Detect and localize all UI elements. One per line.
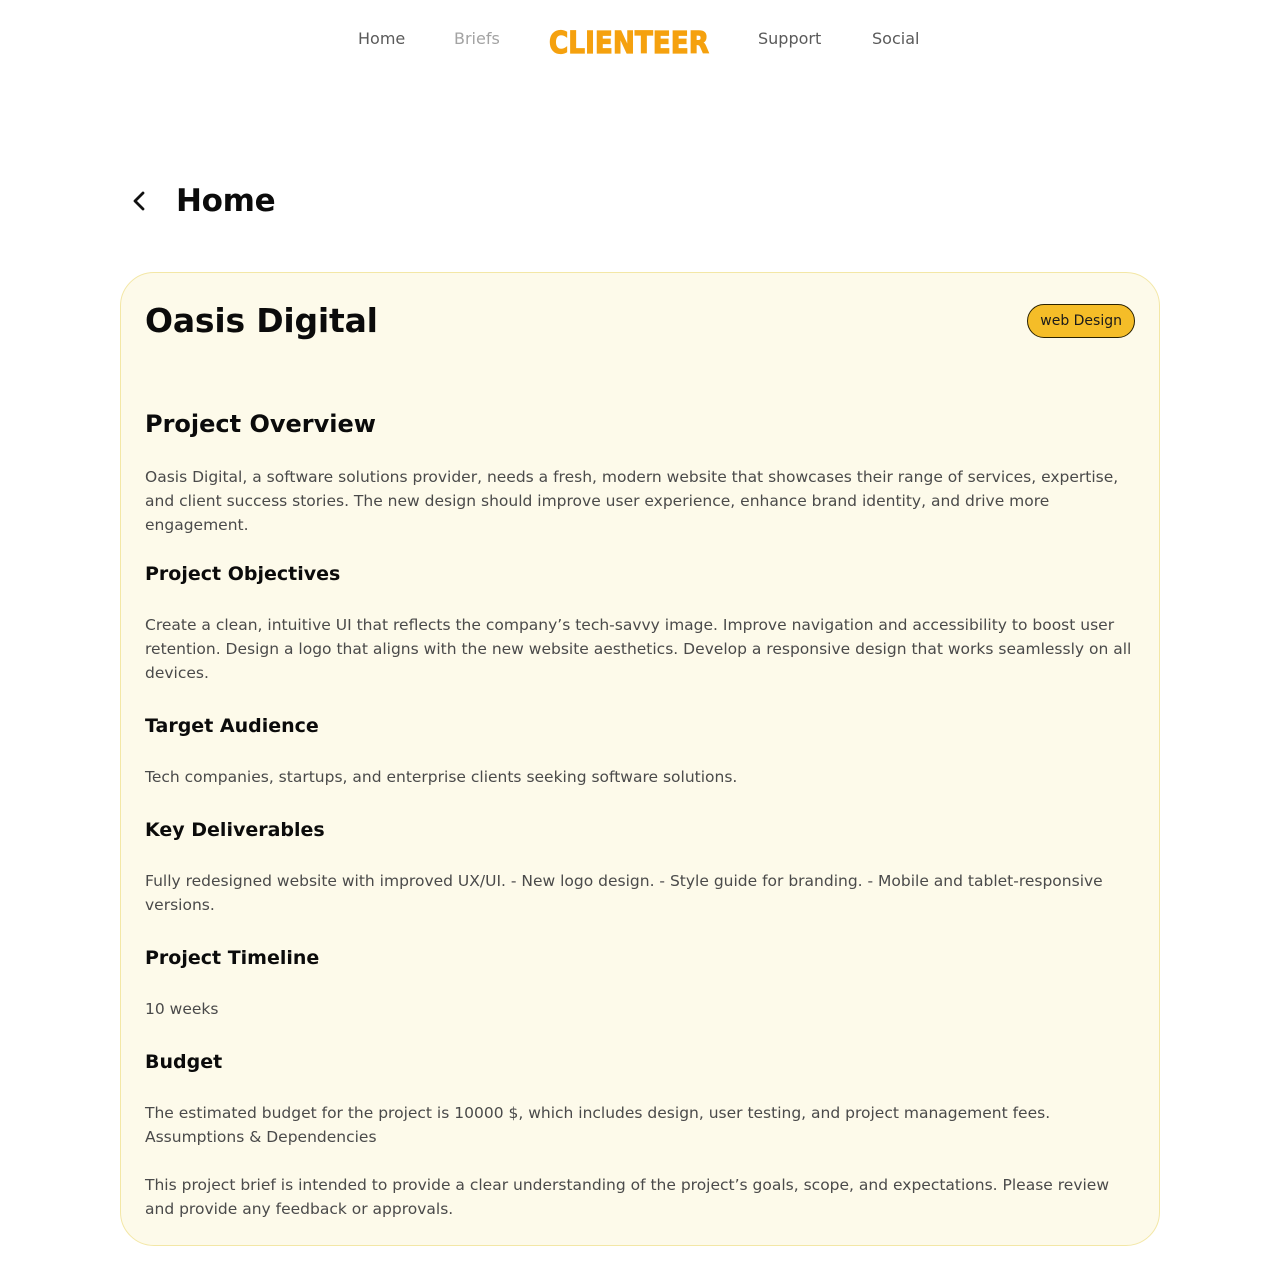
project-brief-card xyxy=(120,272,1160,1246)
section-title-budget: Budget xyxy=(145,1051,223,1073)
section-title-overview: Project Overview xyxy=(145,410,376,438)
nav-briefs-link[interactable]: Briefs xyxy=(454,29,500,48)
chevron-left-icon[interactable] xyxy=(120,181,160,221)
back-to-home[interactable] xyxy=(120,176,275,226)
nav-support-link[interactable]: Support xyxy=(758,29,822,48)
nav-home-link[interactable]: Home xyxy=(358,29,406,48)
section-text-timeline: 10 weeks xyxy=(145,1000,219,1018)
top-navigation xyxy=(0,0,1280,80)
section-title-timeline: Project Timeline xyxy=(145,947,320,969)
closing-note: This project brief is intended to provide a clear understanding of the project’s goals, scope, and expectations. Please review and provide any feedback or approvals. xyxy=(145,1176,1110,1218)
brand-logo-wordmark xyxy=(547,23,711,59)
section-text-objectives: Create a clean, intuitive UI that reflects the company’s tech-savvy image. Improve navigation and accessibility to boost user retention. Design a logo that aligns with the new website aesthetics. Develop a responsive design that works seamlessly on all devices. xyxy=(145,616,1132,682)
section-title-objectives: Project Objectives xyxy=(145,563,341,585)
section-text-budget: The estimated budget for the project is 10000 $, which includes design, user testing, and project management fees. Assumptions & Dependencies xyxy=(145,1104,1051,1146)
page-title: Home xyxy=(176,183,276,219)
brand-logo[interactable] xyxy=(547,23,711,59)
brand-logo-text: CLIENTEER xyxy=(549,26,709,61)
section-text-audience: Tech companies, startups, and enterprise clients seeking software solutions. xyxy=(145,768,738,786)
section-title-audience: Target Audience xyxy=(145,715,319,737)
client-name: Oasis Digital xyxy=(145,301,378,340)
section-text-overview: Oasis Digital, a software solutions provider, needs a fresh, modern website that showcases their range of services, expertise, and client success stories. The new design should improve user experience, enhance brand identity, and drive more engagement. xyxy=(145,468,1119,534)
category-badge[interactable]: web Design xyxy=(1027,304,1135,338)
nav-social-link[interactable]: Social xyxy=(872,29,920,48)
section-text-deliverables: Fully redesigned website with improved UX/UI. - New logo design. - Style guide for branding. - Mobile and tablet-responsive versions. xyxy=(145,872,1103,914)
section-title-deliverables: Key Deliverables xyxy=(145,819,325,841)
